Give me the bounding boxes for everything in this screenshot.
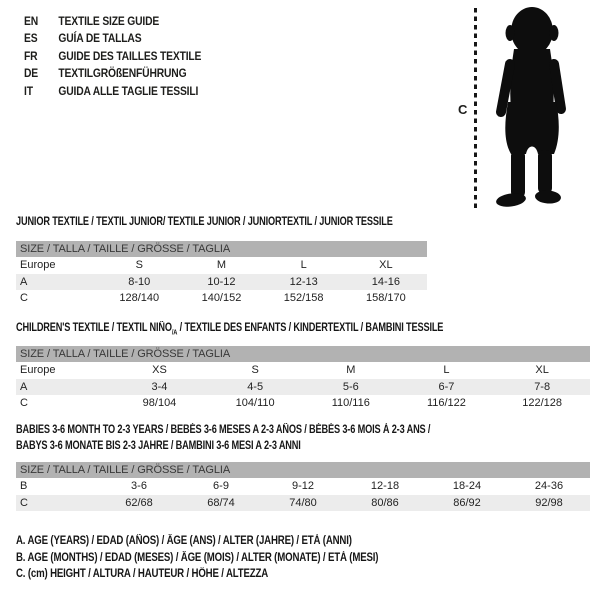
babies-table-title-line1: BABIES 3-6 MONTH TO 2-3 YEARS / BEBÉS 3-6 MESES A 2-3 AÑOS / BÉBÉS 3-6 MOIS À 2-3 ANS / [16, 424, 431, 436]
size-cell: 98/104 [142, 397, 177, 410]
size-cell: 80/86 [344, 495, 426, 512]
language-title: TEXTILGRÖßENFÜHRUNG [58, 66, 187, 81]
size-header-bar [16, 346, 590, 362]
row-label: Europe [20, 259, 56, 272]
size-cell: L [300, 259, 307, 272]
junior-size-table [16, 241, 427, 307]
junior-table-title: JUNIOR TEXTILE / TEXTIL JUNIOR/ TEXTILE JUNIOR / JUNIORTEXTIL / JUNIOR TESSILE [16, 216, 393, 228]
children-title-pre: CHILDREN'S TEXTILE / TEXTIL NIÑO [16, 322, 172, 334]
size-cell: 74/80 [262, 495, 344, 512]
children-table-title [16, 322, 443, 336]
language-row-de [24, 65, 201, 83]
table-row-months [16, 478, 590, 495]
language-title: GUÍA DE TALLAS [58, 31, 142, 46]
size-cell: L [443, 364, 450, 377]
size-header-bar [16, 462, 590, 478]
footnote-c: C. (cm) HEIGHT / ALTURA / HAUTEUR / HÖHE / ALTEZZA [16, 568, 269, 580]
language-title: GUIDA ALLE TAGLIE TESSILI [58, 83, 199, 98]
size-cell: XL [379, 259, 393, 272]
size-header-label: SIZE / TALLA / TAILLE / GRÖSSE / TAGLIA [16, 346, 590, 362]
size-cell: 110/116 [331, 397, 370, 410]
size-cell: 12-18 [370, 480, 400, 493]
children-title-sub: /A [171, 328, 178, 337]
size-cell: S [135, 259, 143, 272]
baby-silhouette-icon [486, 4, 578, 210]
language-code: ES [24, 31, 38, 46]
language-title: GUIDE DES TAILLES TEXTILE [58, 48, 202, 63]
size-cell: 152/158 [283, 292, 324, 305]
language-row-fr [24, 47, 201, 65]
table-row-height [16, 290, 427, 307]
height-measure-line [474, 8, 477, 208]
size-cell: 104/110 [235, 397, 275, 410]
size-cell: 116/122 [426, 397, 466, 410]
table-row-europe [16, 362, 590, 379]
size-cell: 4-5 [207, 379, 303, 396]
size-cell: 5-6 [303, 379, 399, 396]
size-cell: 140/152 [201, 292, 242, 305]
size-header-label: SIZE / TALLA / TAILLE / GRÖSSE / TAGLIA [16, 462, 590, 478]
row-label: C [20, 292, 28, 305]
measure-label-c: C [458, 102, 468, 117]
size-cell: 12-13 [263, 274, 345, 291]
footnote-b: B. AGE (MONTHS) / EDAD (MESES) / ÂGE (MOIS) / ALTER (MONATE) / ETÀ (MESI) [16, 551, 379, 564]
height-figure [440, 0, 600, 215]
language-code: EN [24, 13, 39, 28]
size-cell: 8-10 [98, 274, 180, 291]
row-label: Europe [20, 364, 56, 377]
size-cell: 10-12 [180, 274, 262, 291]
language-row-en [24, 12, 201, 30]
language-code: DE [24, 66, 39, 81]
table-row-age [16, 379, 590, 396]
size-cell: M [346, 364, 356, 377]
size-cell: 62/68 [98, 495, 180, 512]
table-row-europe [16, 257, 427, 274]
size-cell: 128/140 [119, 292, 160, 305]
size-cell: 3-6 [131, 480, 147, 493]
row-label: A [16, 379, 112, 396]
children-title-post: / TEXTILE DES ENFANTS / KINDERTEXTIL / BAMBINI TESSILE [177, 322, 444, 334]
size-cell: 7-8 [494, 379, 590, 396]
size-cell: 9-12 [291, 480, 315, 493]
row-label: C [16, 495, 98, 512]
row-label: A [16, 274, 98, 291]
language-code: FR [24, 48, 38, 63]
size-header-bar [16, 241, 427, 257]
size-cell: 92/98 [508, 495, 590, 512]
size-cell: XL [535, 364, 549, 377]
babies-table-title-line2: BABYS 3-6 MONATE BIS 2-3 JAHRE / BAMBINI 3-6 MESI A 2-3 ANNI [16, 440, 301, 452]
language-row-it [24, 82, 201, 100]
size-cell: 14-16 [345, 274, 427, 291]
size-cell: 24-36 [534, 480, 564, 493]
footnotes [16, 535, 447, 585]
size-cell: 6-9 [213, 480, 229, 493]
footnote-a: A. AGE (YEARS) / EDAD (AÑOS) / ÂGE (ANS) / ALTER (JAHRE) / ETÀ (ANNI) [16, 535, 352, 547]
language-list [24, 12, 230, 100]
children-size-table [16, 346, 590, 412]
table-row-age [16, 274, 427, 291]
size-cell: 6-7 [399, 379, 495, 396]
size-cell: 86/92 [426, 495, 508, 512]
size-cell: 3-4 [112, 379, 208, 396]
size-header-label: SIZE / TALLA / TAILLE / GRÖSSE / TAGLIA [16, 241, 427, 257]
language-title: TEXTILE SIZE GUIDE [58, 13, 160, 28]
size-cell: S [251, 364, 259, 377]
babies-size-table [16, 462, 590, 511]
row-label: C [20, 397, 28, 410]
language-code: IT [24, 83, 33, 98]
size-cell: 158/170 [365, 292, 406, 305]
table-row-height [16, 395, 590, 412]
size-cell: 18-24 [452, 480, 482, 493]
table-row-height [16, 495, 590, 512]
size-cell: 68/74 [180, 495, 262, 512]
size-cell: M [216, 259, 227, 272]
row-label: B [20, 480, 28, 493]
size-cell: XS [152, 364, 167, 377]
language-row-es [24, 30, 201, 48]
size-cell: 122/128 [522, 397, 563, 410]
